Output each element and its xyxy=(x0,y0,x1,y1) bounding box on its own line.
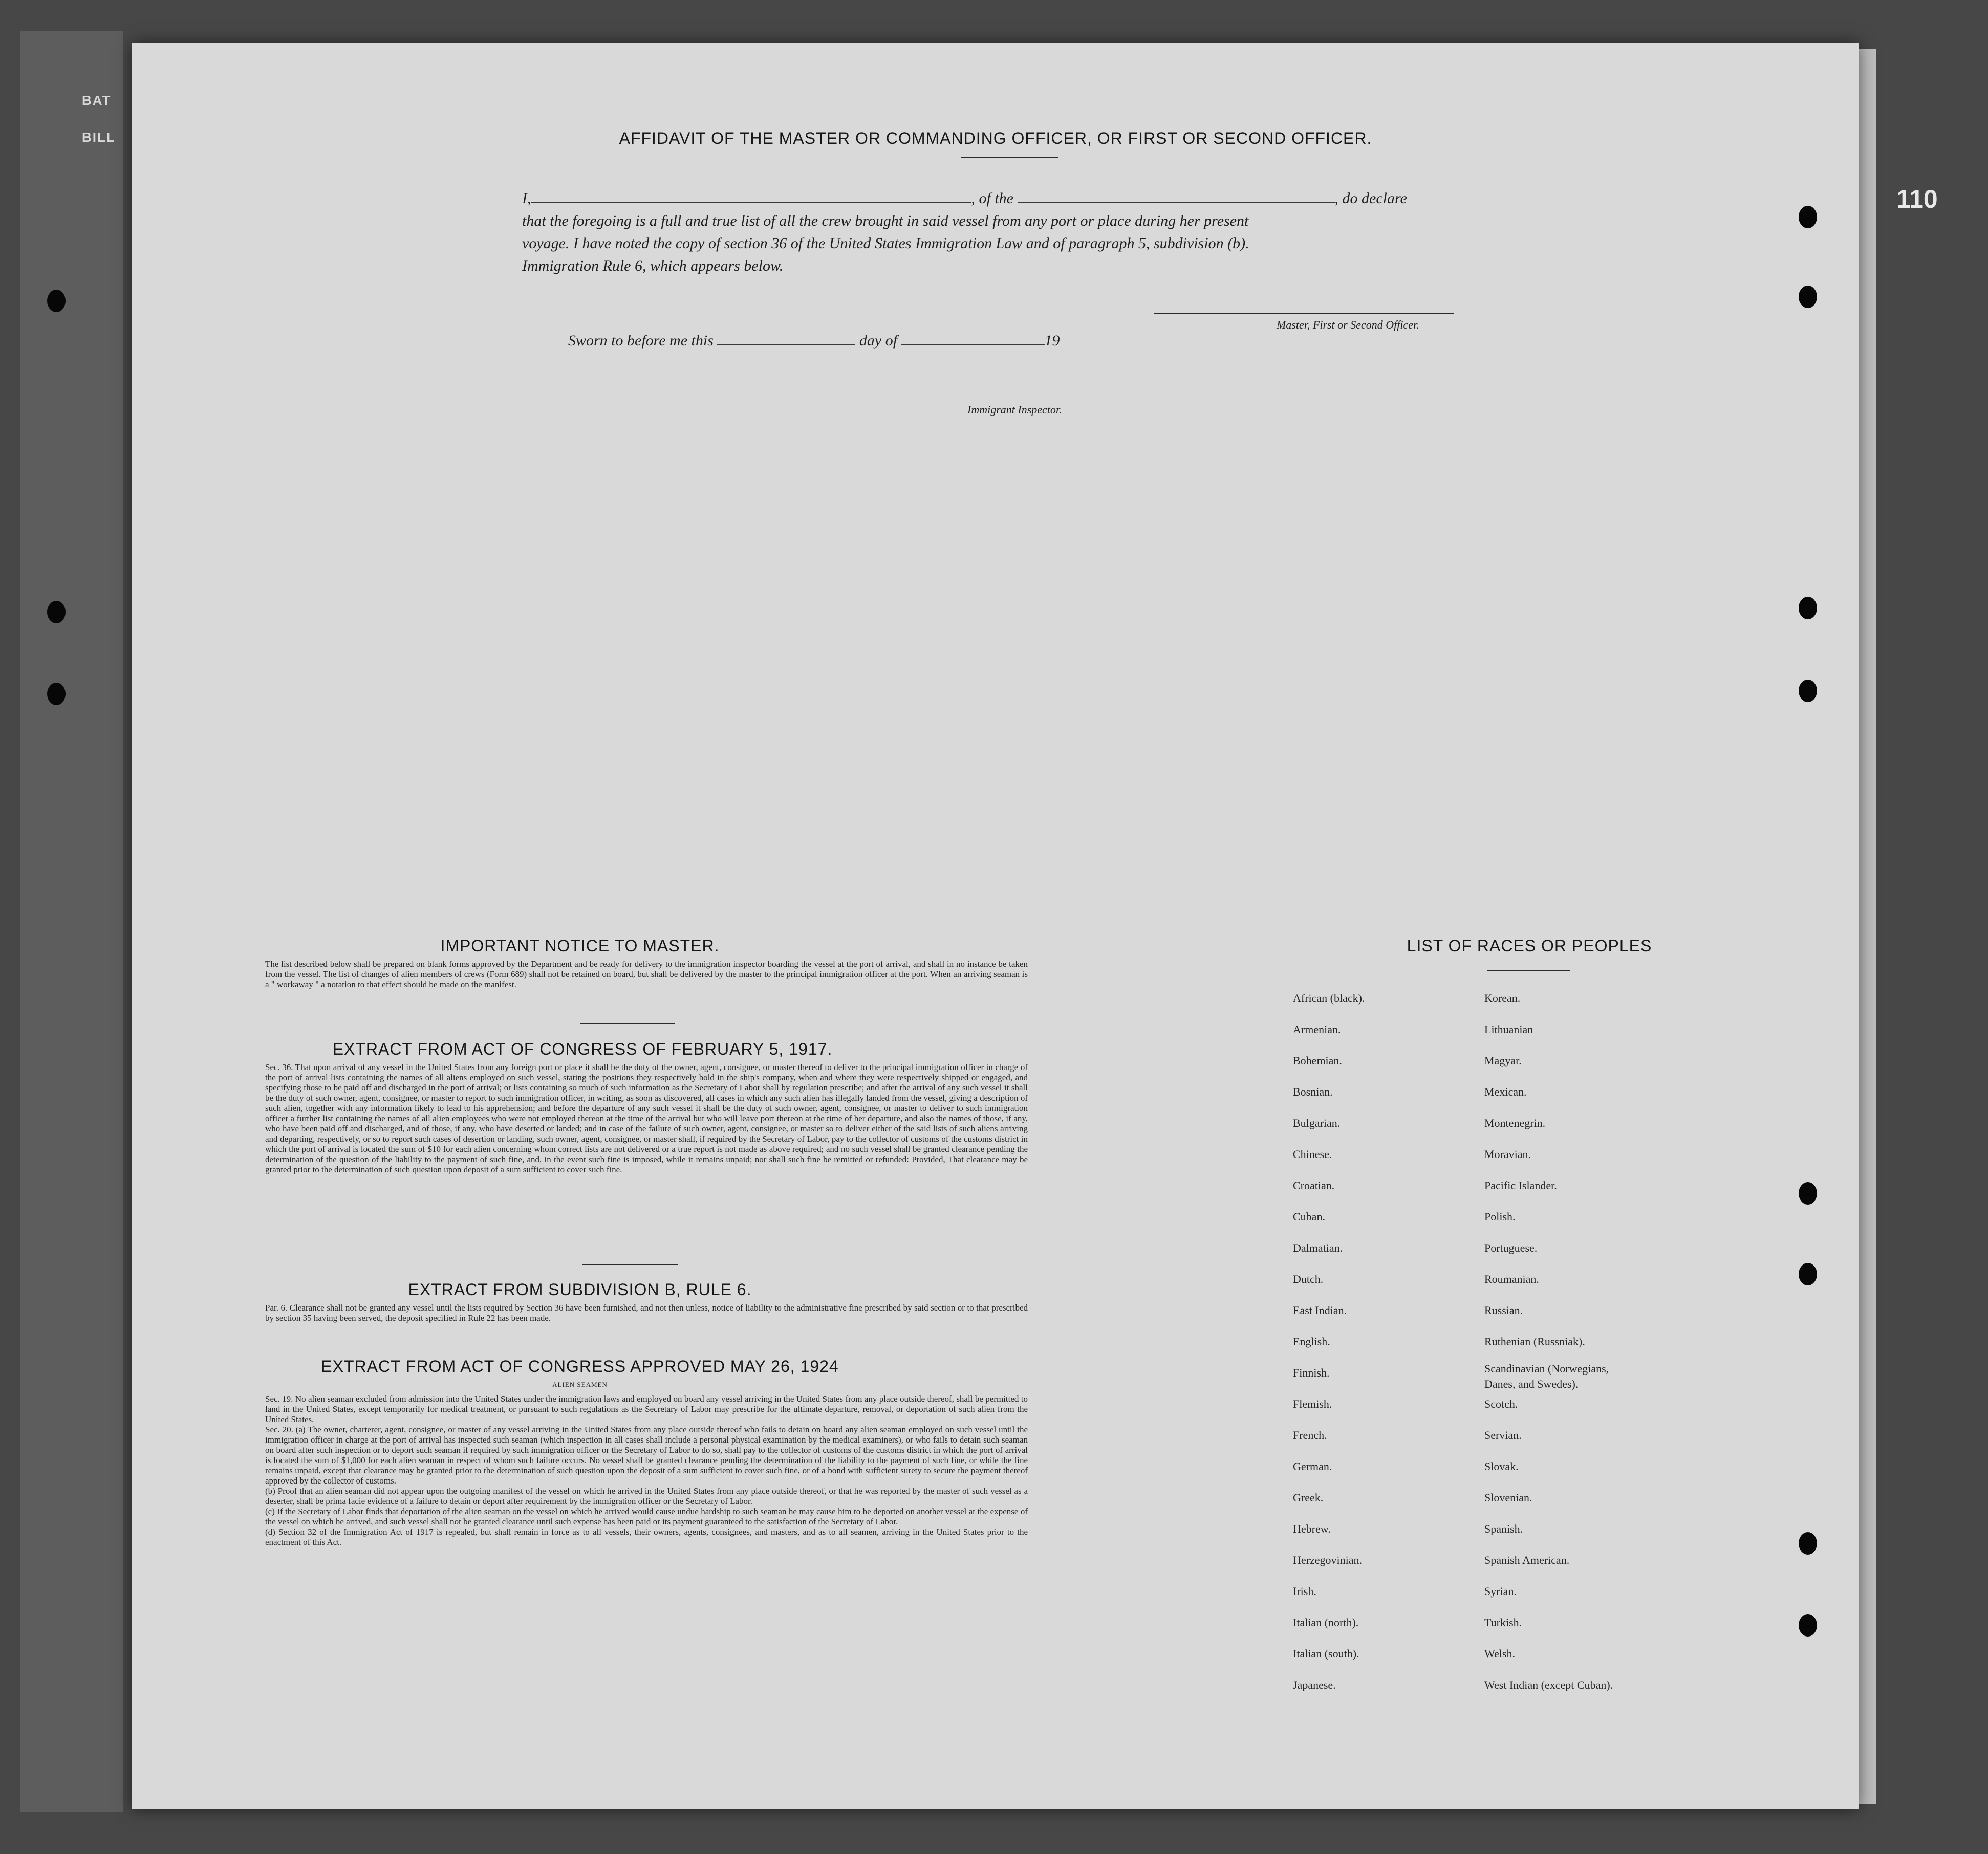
race-right-23: West Indian (except Cuban). xyxy=(1484,1678,1613,1691)
race-left-14: Flemish. xyxy=(1293,1398,1332,1410)
race-right-15: Servian. xyxy=(1484,1429,1522,1442)
extract-1924-body xyxy=(265,1394,1028,1547)
race-left-17: Greek. xyxy=(1293,1491,1324,1504)
document-page xyxy=(132,43,1859,1809)
race-left-15: French. xyxy=(1293,1429,1327,1442)
extract-1924-title: EXTRACT FROM ACT OF CONGRESS APPROVED MAY 26, 1924 xyxy=(321,1357,839,1376)
races-left-column xyxy=(1293,983,1365,1700)
affidavit-line-1 xyxy=(522,187,1648,210)
affidavit-title-rule xyxy=(961,157,1058,158)
race-left-5: Bulgarian. xyxy=(1293,1117,1341,1129)
notice-body: The list described below shall be prepared on blank forms approved by the Department and be ready for delivery to the immigration inspector boarding the vessel at the port of arrival, and shall in no instance be taken from the vessel. The list of changes of alien members of crews (Form 689) shall not be retained on board, but shall be delivered by the master to the principal immigration officer at the port. When an arriving seaman is a " workaway " a notation to that effect should be made on the manifest. xyxy=(265,959,1028,989)
races-title-rule xyxy=(1487,970,1570,971)
master-name-blank xyxy=(531,202,971,203)
race-left-4: Bosnian. xyxy=(1293,1085,1333,1098)
race-right-4: Mexican. xyxy=(1484,1085,1527,1098)
extract-rule6-title: EXTRACT FROM SUBDIVISION B, RULE 6. xyxy=(408,1280,752,1299)
affidavit-declare: , do declare xyxy=(1334,190,1407,207)
sworn-date-blank xyxy=(717,344,855,345)
race-right-16: Slovak. xyxy=(1484,1460,1519,1473)
stub-text-1: BAT xyxy=(82,93,112,108)
underlying-page-edge xyxy=(20,31,123,1812)
extract-1924-para-3: (b) Proof that an alien seaman did not appear upon the outgoing manifest of the vessel on which he arrived in the United States from any place outside thereof, or that he was reported by the master of such vessel as a deserter, shall be prima facie evidence of a failure to detain or deport after requirement by the immigration officer or the Secretary of Labor. xyxy=(265,1486,1028,1506)
extract-1917-divider xyxy=(582,1264,678,1265)
affidavit-i: I, xyxy=(522,190,531,207)
paper-stack-edge xyxy=(1859,49,1876,1804)
race-left-2: Armenian. xyxy=(1293,1023,1341,1036)
race-right-7: Pacific Islander. xyxy=(1484,1179,1557,1192)
race-right-8: Polish. xyxy=(1484,1210,1516,1223)
extract-1917-body: Sec. 36. That upon arrival of any vessel in the United States from any foreign port or place it shall be the duty of the owner, agent, consignee, or master thereof to deliver to the principal immigration officer in charge of the port of arrival lists containing the names of all aliens employed on such vessel, stating the positions they respectively hold in the ship's company, when and where they were respectively shipped or engaged, and specifying those to be paid off and discharged in the port of arrival; or lists containing so much of such information as the Secretary of Labor shall by regulation prescribe; and after the arrival of any such vessel it shall be the duty of such owner, agent, consignee, or master to report to such immigration officer, in writing, as soon as discovered, all cases in which any such alien has illegally landed from the vessel, giving a description of such alien, together with any information likely to lead to his apprehension; and before the departure of any such vessel it shall be the duty of such owner, agent, consignee, or master to deliver to such immigration officer a further list containing the names of all alien employees who were not employed thereon at the time of the arrival but who will leave port thereon at the time of her departure, and also the names of those, if any, who have been paid off and discharged, and of those, if any, who have deserted or landed; and in case of the failure of such owner, agent, consignee, or master so to deliver either of the said lists of such aliens arriving and departing, respectively, or so to report such cases of desertion or landing, such owner, agent, consignee, or master shall, if required by the Secretary of Labor, pay to the collector of customs of the customs district in which the port of arrival is located the sum of $10 for each alien concerning whom correct lists are not delivered or a true report is not made as above required; and no such vessel shall be granted clearance pending the determination of the question of the liability to the payment of such fine, and, in the event such fine is imposed, while it remains unpaid; nor shall such fine be remitted or refunded: Provided, That clearance may be granted prior to the determination of such question upon deposit of a sum sufficient to cover such fine. xyxy=(265,1062,1028,1174)
extract-1924-para-2: Sec. 20. (a) The owner, charterer, agent, consignee, or master of any vessel arriving in the United States from any place outside thereof who fails to detain on board any alien seaman employed on such vessel until the immigration officer in charge at the port of arrival has inspected such seaman (which inspection in all cases shall include a personal physical examination by the medical examiners), or who fails to detain such seaman on board after such inspection or to deport such seaman if required by such immigration officer or the Secretary of Labor to do so, shall pay to the collector of customs of the customs district in which the port of arrival is located the sum of $1,000 for each alien seaman in respect of whom such failure occurs. No vessel shall be granted clearance pending the determination of the liability to the payment of such fine, or while the fine remains unpaid, except that clearance may be granted prior to the determination of such question upon the deposit of a sum sufficient to cover such fine, or of a bond with sufficient surety to secure the payment thereof approved by the collector of customs. xyxy=(265,1425,1028,1486)
punch-hole-right-8 xyxy=(1799,1614,1817,1637)
race-right-1: Korean. xyxy=(1484,992,1521,1005)
extract-1924-subtitle: ALIEN SEAMEN xyxy=(552,1381,608,1388)
race-left-11: East Indian. xyxy=(1293,1304,1347,1317)
page-number: 110 xyxy=(1896,185,1938,213)
race-right-17: Slovenian. xyxy=(1484,1491,1532,1504)
race-left-18: Hebrew. xyxy=(1293,1522,1331,1535)
underlying-page-stub xyxy=(82,82,116,156)
punch-hole-left-3 xyxy=(47,683,66,705)
affidavit-paragraph xyxy=(522,187,1648,277)
race-right-3: Magyar. xyxy=(1484,1054,1522,1067)
race-right-14: Scotch. xyxy=(1484,1398,1518,1410)
race-right-20: Syrian. xyxy=(1484,1585,1517,1598)
race-right-19: Spanish American. xyxy=(1484,1554,1570,1566)
race-left-1: African (black). xyxy=(1293,992,1365,1005)
race-right-12: Ruthenian (Russniak). xyxy=(1484,1335,1585,1348)
race-left-10: Dutch. xyxy=(1293,1273,1324,1285)
race-right-18: Spanish. xyxy=(1484,1522,1523,1535)
race-right-9: Portuguese. xyxy=(1484,1241,1538,1254)
race-right-10: Roumanian. xyxy=(1484,1273,1539,1285)
affidavit-of-the: , of the xyxy=(971,190,1013,207)
notice-divider xyxy=(580,1023,675,1024)
punch-hole-right-1 xyxy=(1799,206,1817,228)
stub-text-2: BILL xyxy=(82,129,116,145)
sworn-month-blank xyxy=(901,344,1045,345)
races-title: LIST OF RACES OR PEOPLES xyxy=(1407,936,1652,955)
punch-hole-left-2 xyxy=(47,601,66,623)
vessel-name-blank xyxy=(1018,202,1335,203)
extract-1924-para-5: (d) Section 32 of the Immigration Act of 1917 is repealed, but shall remain in force as to all vessels, their owners, agents, consignees, and masters, and as to all seamen, arriving in the United States prior to the enactment of this Act. xyxy=(265,1527,1028,1547)
race-left-13: Finnish. xyxy=(1293,1366,1330,1379)
race-right-22: Welsh. xyxy=(1484,1647,1515,1660)
punch-hole-left-1 xyxy=(47,290,66,312)
race-left-9: Dalmatian. xyxy=(1293,1241,1343,1254)
extract-rule6-body: Par. 6. Clearance shall not be granted any vessel until the lists required by Section 36 have been furnished, and not then unless, notice of liability to the administrative fine prescribed by said section or to that prescribed by section 35 having been served, the deposit specified in Rule 22 has been made. xyxy=(265,1303,1028,1323)
race-left-3: Bohemian. xyxy=(1293,1054,1342,1067)
punch-hole-right-3 xyxy=(1799,597,1817,619)
race-left-19: Herzegovinian. xyxy=(1293,1554,1362,1566)
extract-1924-para-4: (c) If the Secretary of Labor finds that deportation of the alien seaman on the vessel on which he arrived would cause undue hardship to such seaman he may cause him to be deported on another vessel at the expense of the vessel on which he arrived, and such vessel shall not be granted clearance until such expense has been paid or its payment guaranteed to the satisfaction of the Secretary of Labor. xyxy=(265,1507,1028,1526)
punch-hole-right-4 xyxy=(1799,680,1817,702)
race-left-21: Italian (north). xyxy=(1293,1616,1359,1629)
race-left-22: Italian (south). xyxy=(1293,1647,1359,1660)
master-signature-caption: Master, First or Second Officer. xyxy=(1277,318,1419,331)
race-left-7: Croatian. xyxy=(1293,1179,1335,1192)
notice-title: IMPORTANT NOTICE TO MASTER. xyxy=(440,936,720,955)
affidavit-line-2: that the foregoing is a full and true list of all the crew brought in said vessel from any port or place during her present xyxy=(522,212,1249,229)
inspector-caption: Immigrant Inspector. xyxy=(967,403,1062,416)
race-right-6: Moravian. xyxy=(1484,1148,1531,1161)
races-right-column xyxy=(1484,983,1638,1700)
race-right-11: Russian. xyxy=(1484,1304,1523,1317)
race-left-8: Cuban. xyxy=(1293,1210,1325,1223)
sworn-line xyxy=(568,330,1060,352)
punch-hole-right-7 xyxy=(1799,1532,1817,1555)
race-left-6: Chinese. xyxy=(1293,1148,1332,1161)
sworn-prefix: Sworn to before me this xyxy=(568,332,714,349)
race-right-13: Scandinavian (Norwegians, Danes, and Swedes). xyxy=(1484,1362,1609,1390)
race-right-21: Turkish. xyxy=(1484,1616,1522,1629)
sworn-year: 19 xyxy=(1044,332,1060,349)
affidavit-title: AFFIDAVIT OF THE MASTER OR COMMANDING OFFICER, OR FIRST OR SECOND OFFICER. xyxy=(619,129,1372,147)
race-left-20: Irish. xyxy=(1293,1585,1316,1598)
affidavit-line-4: Immigration Rule 6, which appears below. xyxy=(522,257,784,274)
race-right-5: Montenegrin. xyxy=(1484,1117,1546,1129)
extract-1917-title: EXTRACT FROM ACT OF CONGRESS OF FEBRUARY 5, 1917. xyxy=(332,1040,833,1058)
master-signature-line xyxy=(1154,313,1454,314)
punch-hole-right-2 xyxy=(1799,286,1817,308)
race-left-23: Japanese. xyxy=(1293,1678,1336,1691)
affidavit-line-3: voyage. I have noted the copy of section 36 of the United States Immigration Law and of paragraph 5, subdivision (b). xyxy=(522,235,1249,252)
punch-hole-right-5 xyxy=(1799,1182,1817,1205)
sworn-day-of: day of xyxy=(859,332,898,349)
race-left-12: English. xyxy=(1293,1335,1330,1348)
race-right-2: Lithuanian xyxy=(1484,1023,1533,1036)
punch-hole-right-6 xyxy=(1799,1263,1817,1285)
extract-1924-para-1: Sec. 19. No alien seaman excluded from admission into the United States under the immigration laws and employed on board any vessel arriving in the United States from any place outside thereof, shall be permitted to land in the United States, except temporarily for medical treatment, or pursuant to such regulations as the Secretary of Labor may prescribe for the ultimate departure, removal, or deportation of such alien from the United States. xyxy=(265,1394,1028,1424)
race-left-16: German. xyxy=(1293,1460,1332,1473)
